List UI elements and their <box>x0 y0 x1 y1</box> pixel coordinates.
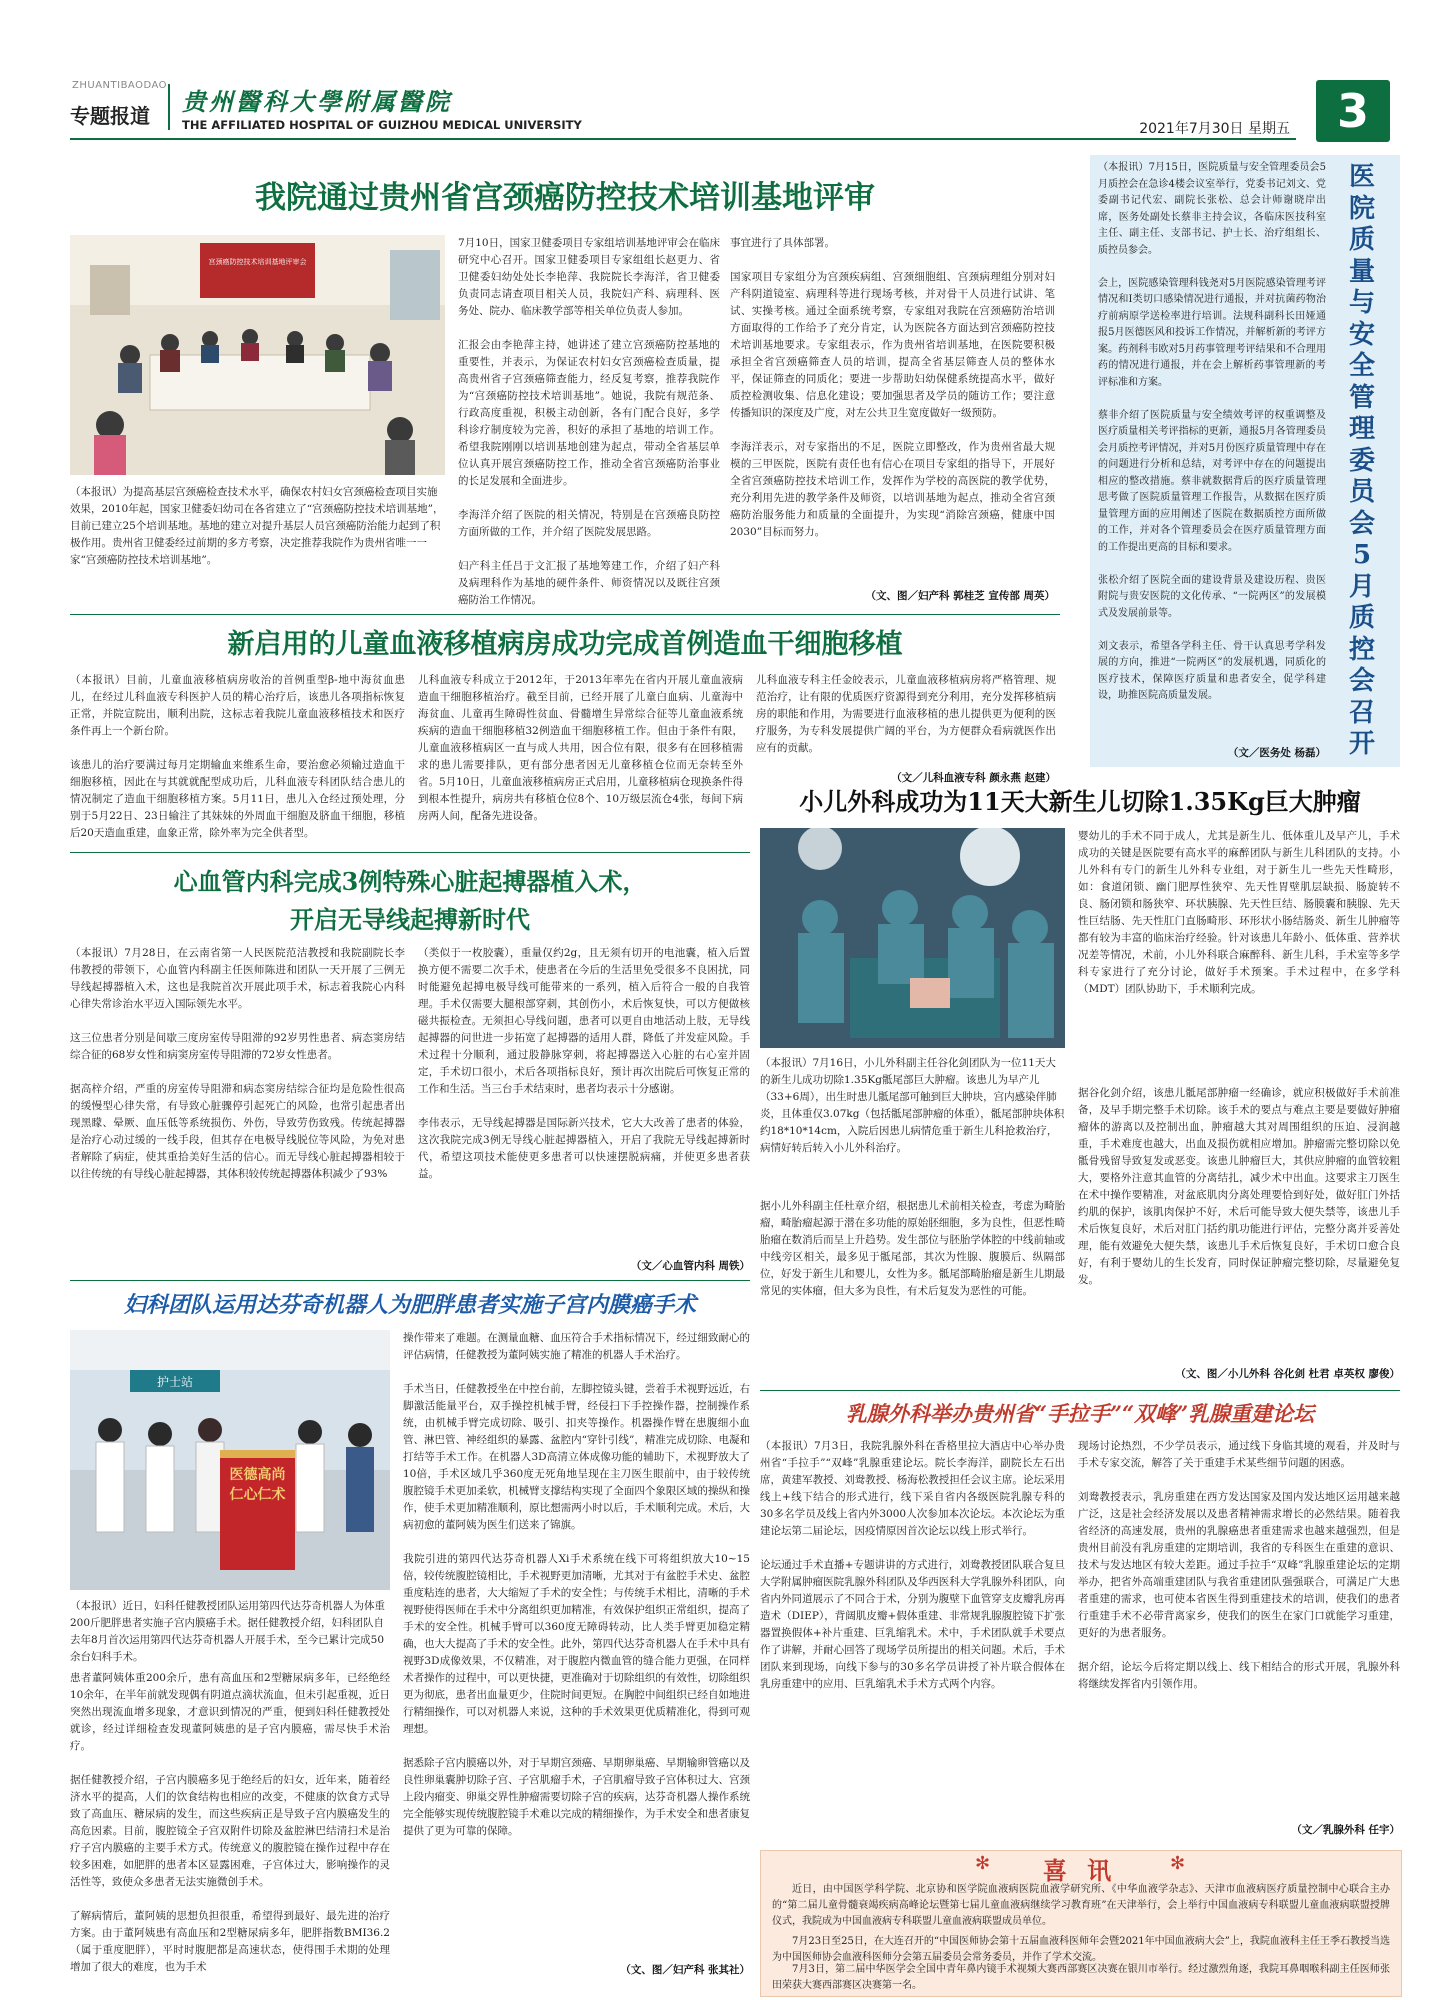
page-number-badge <box>1316 80 1390 142</box>
a8-title-bar <box>770 1853 1390 1885</box>
a7-title-char: 员 <box>1348 477 1375 507</box>
a7-title-char: 理 <box>1348 414 1375 444</box>
a6-title: 乳腺外科举办贵州省“手拉手”“双峰”乳腺重建论坛 <box>845 1401 1315 1426</box>
meeting-room-image <box>70 235 445 475</box>
a7-title-char: 全 <box>1348 351 1375 381</box>
a7-title-char: 院 <box>1348 193 1375 224</box>
a4-photo-team <box>70 1330 390 1590</box>
a6-col1: （本报讯）7月3日，我院乳腺外科在香格里拉大酒店中心举办贵州省“手拉手”“双峰”乳腺重建论坛。院长李海洋，副院长左石出席，黄建军教授、刘鸯教授、杨海松教授担任会议主席。论坛采用线上+线下结合的形式进行，线下采自省内各级医院乳腺专科的30多名学员及线上省内外3000人次参加本次论坛。本次论坛为重建论坛第二届论坛，因疫情原因首次论坛以线上形式举行。 论坛通过手术直播+专题讲讲的方式进行，刘鸯教授团队联合复旦大学附属肿瘤医院乳腺外科团队及华西医科大学乳腺外科团队，向省内外同道展示了不同合于术，分别为腹壁下血管穿支皮瓣乳房再造术（DIEP），背阔肌皮瓣+假体重建、非常规乳腺腹腔镜下扩张器置换假体+补片重建、巨乳缩乳术。术中，手术团队就手术要点作了讲解，并耐心回答了现场学员所提出的相关问题。术后，手术团队来到现场，向线下参与的30多名学员讲授了补片联合假体在乳房重建中的应用、巨乳缩乳术手术方式两个内容。 <box>760 1440 1065 1690</box>
a7-title-char: 会 <box>1348 666 1375 696</box>
a7-title-char: 安 <box>1348 319 1375 350</box>
a5-title: 小儿外科成功为11天大新生儿切除1.35Kg巨大肿瘤 <box>799 787 1361 816</box>
a4-photo-sign: 护士站 <box>156 1375 193 1389</box>
a3-title-line2: 开启无导线起搏新时代 <box>290 905 530 934</box>
a8-title: 喜 讯 <box>1042 1856 1118 1885</box>
a1-photo-meeting <box>70 235 445 475</box>
a7-title-char: 召 <box>1348 697 1375 728</box>
a7-body: （本报讯）7月15日，医院质量与安全管理委员会5月质控会在急诊4楼会议室举行，党委书记刘文、党委副书记代宏、副院长张松、总会计师谢晓岸出席，医务处副处长蔡非主持会议，各临床医技科室主任、副主任、支部书记、护士长、治疗组组长、质控员参会。 会上，医院感染管理科钱尧对5月医院感染管理考评情况和Ⅰ类切口感染情况进行通报，并对抗菌药物治疗前病原学送检率进行培训。法规科副科长田娅通报5月医德医风和投诉工作情况，并解析新的考评方案。药剂科韦欧对5月药事管理考评结果和不合理用药的情况进行通报，并在会上解析药事管理新的考评标准和方案。 蔡非介绍了医院质量与安全绩效考评的权重调整及医疗质量相关考评指标的更新，通报5月各管理委员会月质控考评情况，并对5月份医疗质量管理中存在的问题进行分析和总结，对考评中存在的问题提出相应的整改措施。蔡非就数据背后的医疗质量管理思考做了医院质量管理工作报告，从数据在医疗质量管理方面的应用阐述了医院在数据质控方面所做的工作，并对各个管理委员会在医疗质量管理方面的工作提出更高的目标和要求。 张松介绍了医院全面的建设背景及建设历程、贵医附院与贵安医院的文化传承、“一院两区”的发展模式及发展前景等。 刘文表示，希望各学科主任、骨干认真思考学科发展的方向，推进“一院两区”的发展机遇，同质化的医疗技术，保障医疗质量和患者安全，促学科建设，助推医院高质量发展。 <box>1098 162 1326 701</box>
a7-title-char: 控 <box>1348 634 1375 665</box>
a1-divider <box>70 614 1060 615</box>
a4-banner-text: 医德高尚 仁心仁术 <box>229 1467 286 1503</box>
surgery-image <box>760 828 1065 1048</box>
a1-title: 我院通过贵州省宫颈癌防控技术培训基地评审 <box>255 180 875 216</box>
a7-title-char: 医 <box>1348 162 1375 192</box>
a7-title-char: 管 <box>1348 382 1375 413</box>
a1-photo-sign: 宫颈癌防控技术培训基地评审会 <box>208 258 307 266</box>
a2-col3: 儿科血液专科主任金皎表示，儿童血液移植病房将严格管理、规范治疗，让有限的优质医疗资源得到充分利用，充分发挥移植病房的职能和作用，为需要进行血液移植的患儿提供更为便利的医疗服务，为专科发展提供广阔的平台，为方便群众看病就医作出应有的贡献。 <box>756 674 1056 754</box>
a5-caption: （本报讯）7月16日，小儿外科副主任谷化剑团队为一位11天大的新生儿成功切除1.35Kg骶尾部巨大肿瘤。该患儿为早产儿（33+6周），出生时患儿骶尾部可触到巨大肿块，宫内感染伴肺炎，且体重仅3.07kg（包括骶尾部肿瘤的体重），骶尾部肿块体积约18*10*14cm，入院后因患儿病情危重于新生儿科抢救治疗，病情好转后转入小儿外科治疗。 <box>760 1057 1065 1154</box>
a8-star-right: ✻ <box>1170 1853 1186 1874</box>
a2-byline: （文／儿科血液专科 颜永燕 赵建） <box>891 772 1056 784</box>
a8-p3: 7月3日，第二届中华医学会全国中青年鼻内镜手术视频大赛西部赛区决赛在银川市举行。经过激烈角逐，我院耳鼻咽喉科副主任医师张田荣获大赛西部赛区决赛第一名。 <box>772 1964 1390 1991</box>
a7-title-char: 质 <box>1348 225 1375 255</box>
a5-col-left: 据小儿外科副主任杜章介绍，根据患儿术前相关检查，考虑为畸胎瘤，畸胎瘤起源于潜在多功能的原始胚细胞，多为良性，但恶性畸胎瘤在数消后而呈上升趋势。发生部位与胚胎学体腔的中线前轴或中线旁区相关，最多见于骶尾部，其次为性腺、腹膜后、纵隔部位，好发于新生儿和婴儿，女性为多。骶尾部畸胎瘤是新生儿期最常见的实体瘤，但大多为良性，有术后复发为恶性的可能。 <box>760 1200 1065 1297</box>
a2-title: 新启用的儿童血液移植病房成功完成首例造血干细胞移植 <box>227 629 903 660</box>
a7-title-char: 量 <box>1348 256 1375 287</box>
section-pinyin: ZHUANTIBAODAO <box>72 80 168 91</box>
a8-p2: 7月23日至25日，在大连召开的“中国医师协会第十五届血液科医师年会暨2021年中国血液病大会”上，我院血液科主任王季石教授当选为中国医师协会血液科医师分会第五届委员会常务委员，并作了学术交流。 <box>772 1936 1390 1963</box>
a5-byline: （文、图／小儿外科 谷化剑 杜君 卓英权 廖俊） <box>1175 1368 1400 1380</box>
hospital-name-en: THE AFFILIATED HOSPITAL OF GUIZHOU MEDICAL UNIVERSITY <box>182 118 582 132</box>
a5-col-right-bottom: 据谷化剑介绍，该患儿骶尾部肿瘤一经确诊，就应积极做好手术前准备，及早手期完整手术切除。该手术的要点与难点主要是要做好肿瘤瘤体的游离以及控制出血，肿瘤越大其对周围组织的压迫、浸润越重，手术难度也越大，出血及损伤就相应增加。肿瘤需完整切除以免骶骨残留导致复发或恶变。该患儿肿瘤巨大，其供应肿瘤的血管较粗大，要格外注意其血管的分离结扎，减少术中出血。这要求主刀医生在术中操作要精准，对盆底肌肉分离处理要恰到好处，做好肛门外括约肌的保护，该肌肉保护不好，术后可能导致大便失禁等，该患儿手术后恢复良好，术后对肛门括约肌功能进行评估，完整分离并妥善处理，能有效避免大便失禁，该患儿手术后恢复良好，手术切口愈合良好，有利于婴幼儿的生长发育，同时保证肿瘤完整切除，尽量避免复发。 <box>1078 1087 1400 1286</box>
a7-title-char: 质 <box>1348 603 1375 633</box>
a7-title-char: 与 <box>1348 288 1375 318</box>
a2-divider <box>70 852 750 853</box>
a5-col-right-top: 婴幼儿的手术不同于成人，尤其是新生儿、低体重儿及早产儿，手术成功的关键是医院要有高水平的麻醉团队与新生儿科团队的支持。小儿外科有专门的新生儿外科专业组，对于新生儿一些先天性畸形，如：食道闭锁、幽门肥厚性狭窄、先天性胃壁肌层缺损、肠旋转不良、肠闭锁和肠狭窄、环状胰腺、先天性巨结、肠膜囊和胰腺、先天性巨结肠、先天性肛门直肠畸形、环形状小肠结肠炎、新生儿肿瘤等都有较为丰富的临床治疗经验。针对该患儿年龄小、低体重、营养状况差等情况，术前，小儿外科联合麻醉科、新生儿科，手术室等多学科专家进行了充分讨论，做好手术预案。手术过程中，在多学科（MDT）团队协助下，手术顺利完成。 <box>1078 830 1400 995</box>
a4-caption: （本报讯）近日，妇科任健教授团队运用第四代达芬奇机器人为体重200斤肥胖患者实施子宫内膜癌手术。据任健教授介绍，妇科团队自去年8月首次运用第四代达芬奇机器人开展手术，至今已累计完成50余台妇科手术。 <box>70 1600 385 1663</box>
a4-title: 妇科团队运用达芬奇机器人为肥胖患者实施子宫内膜癌手术 <box>123 1292 696 1318</box>
a4-col1: 患者董阿姨体重200余斤，患有高血压和2型糖尿病多年，已经绝经10余年，在半年前就发现偶有阴道点滴状流血，但未引起重视，近日突然出现流血增多现象，才意识到情况的严重，便到妇科任健教授处就诊，经过详细检查发现董阿姨患的是子宫内膜癌，需尽快手术治疗。 据任健教授介绍，子宫内膜癌多见于绝经后的妇女，近年来，随着经济水平的提高，人们的饮食结构也相应的改变，不健康的饮食方式导致了高血压、糖尿病的发生，而这些疾病正是导致子宫内膜癌发生的高危因素。目前，腹腔镜全子宫双附件切除及盆腔淋巴结清扫术是治疗子宫内膜癌的主要手术方式。传统意义的腹腔镜在操作过程中存在较多困难，如肥胖的患者本区显露困难，子宫体过大，影响操作的灵活性等，致使众多患者无法实施微创手术。 了解病情后，董阿姨的思想负担很重，希望得到最好、最先进的治疗方案。由于董阿姨患有高血压和2型糖尿病多年，肥胖指数BMI36.2（属于重度肥胖），平时时腹肥都是高速状态，使得围手术期的处理增加了很大的难度，也为手术 <box>70 1672 390 1973</box>
a2-col2: 儿科血液专科成立于2012年，于2013年率先在省内开展儿童血液病造血干细胞移植治疗。截至目前，已经开展了儿童白血病、儿童海中海贫血、儿童再生障碍性贫血、骨髓增生异常综合征等儿童血液系统疾病的造血干细胞移植32例造血干细胞移植工作。但由于条件有限，儿童血液移植病区一直与成人共用，因合位有限，很多有在回移植需求的患儿需要排队，更有部分患者因无儿童移植仓位而无奈转至外省。5月10日，儿童血液移植病房正式启用，儿童移植病仓现换条件得到根本性提升，病房共有移植仓位8个、10万级层流仓4张，每间下病房两人间，配备先进设备。 <box>418 674 743 822</box>
a8-star-left: ✻ <box>975 1853 991 1874</box>
a1-caption: （本报讯）为提高基层宫颈癌检查技术水平，确保农村妇女宫颈癌检查项目实施效果，2010年起，国家卫健委妇幼司在各省建立了“宫颈癌防控技术培训基地”，目前已建立25个培训基地。基地的建立对提升基层人员宫颈癌防治能力起到了积极作用。贵州省卫健委经过前期的多方考察，决定推荐我院作为贵州省唯一一家“宫颈癌防控技术培训基地”。 <box>70 486 444 566</box>
a6-col2: 现场讨论热烈，不少学员表示，通过线下身临其境的观看，并及时与手术专家交流，解答了关于重建手术某些细节问题的困惑。 刘鸯教授表示，乳房重建在西方发达国家及国内发达地区运用越来越广泛，这是社会经济发展以及患者精神需求增长的必然结果。随着我省经济的高速发展，贵州的乳腺癌患者重建需求也越来越强烈，但是贵州目前没有乳房重建的定期培训，我省的专科医生在重建的意识、技术与发达地区有较大差距。通过手拉手“双峰”乳腺重建论坛的定期举办，把省外高端重建团队与我省重建团队强强联合，可满足广大患者重建的需求，也可使本省医生得到重建技术的培训，使我们的患者行重建手术不必带背离家乡，使我们的医生在家门口就能学习重建，更好的为患者服务。 据介绍，论坛今后将定期以线上、线下相结合的形式开展，乳腺外科将继续发挥省内引领作用。 <box>1078 1440 1400 1690</box>
a7-byline: （文／医务处 杨磊） <box>1227 747 1326 759</box>
hospital-name-cn: 贵州醫科大學附属醫院 <box>182 87 452 116</box>
a3-title-line1: 心血管内科完成3例特殊心脏起搏器植入术， <box>173 867 647 896</box>
a1-col3: 事宜进行了具体部署。 国家项目专家组分为宫颈疾病组、宫颈细胞组、宫颈病理组分别对妇产科阴道镜室、病理科等进行现场考核，并对骨干人员进行试讲、笔试、实操考核。通过全面系统考察，专家组对我院在宫颈癌防治培训方面取得的工作给予了充分肯定，认为医院各方面达到宫颈癌防控技术培训基地要求。专家组表示，作为贵州省培训基地，在医院要积极承担全省宫颈癌筛查人员的培训，提高全省基层筛查人员的整体水平，保证筛查的同质化；要进一步帮助妇幼保健系统提高水平，做好质控检测收集、信息化建设；要加强思者及学员的随访工作；要注意传播知识的深度及广度，对左公共卫生宽度做好一级预防。 李海洋表示，对专家指出的不足，医院立即整改，作为贵州省最大规模的三甲医院，医院有责任也有信心在项目专家组的指导下，开展好全省宫颈癌防控技术培训工作，发挥作为学校的高医院的教学优势，充分利用先进的教学条件及师资，以培训基地为起点，推动全省宫颈癌防治服务能力和质量的全面提升，为实现“消除宫颈癌，健康中国2030”目标而努力。 <box>730 237 1055 538</box>
a5-photo-surgery <box>760 828 1065 1048</box>
a3-col2: （类似于一枚胶囊），重量仅约2g，且无须有切开的电池囊，植入后置换方便不需要二次手术，使患者在今后的生活里免受很多不良困扰，同时能避免起搏电极导线可能带来的一系列，植入后符合一般的自我管理。手术仅需要大腿根部穿刺，其创伤小，术后恢复快，可以方便做核磁共振检查。无须担心导线问题，患者可以更自由地活动上肢，无导线起搏器的问世进一步拓宽了起搏器的适用人群，降低了并发症风险。手术过程十分顺利，通过股静脉穿刺，将起搏器送入心脏的右心室并固定，手术切口很小，术后各项指标良好，预计再次出院后可恢复正常的工作和生活。当三台手术结束时，患者均表示十分感谢。 李伟表示，无导线起搏器是国际新兴技术，它大大改善了患者的体验，这次我院完成3例无导线心脏起搏器植入，开启了我院无导线起搏新时代，希望这项技术能使更多患者可以快速摆脱病痛，并使更多患者获益。 <box>418 947 750 1180</box>
a7-title-char: 委 <box>1348 445 1375 476</box>
masthead-divider <box>168 84 170 130</box>
a5-divider <box>760 1390 1400 1391</box>
a3-byline: （文／心血管内科 周铁） <box>630 1260 750 1272</box>
a3-divider <box>70 1280 750 1281</box>
a7-vertical-title <box>1332 162 1392 762</box>
a7-title-char: 月 <box>1348 571 1375 602</box>
masthead <box>70 80 1390 150</box>
a8-p1: 近日，由中国医学科学院、北京协和医学院血液病医院血液学研究所、《中华血液学杂志》、天津市血液病医疗质量控制中心联合主办的“第二届儿童骨髓衰竭疾病高峰论坛暨第七届儿童血液病继续学习教育班”在天津举行，会上举行中国血液病专科联盟儿童血液病联盟授牌仪式，我院成为中国血液病专科联盟儿童血液病联盟成员单位。 <box>772 1884 1390 1927</box>
issue-date: 2021年7月30日 星期五 <box>1139 121 1290 137</box>
a7-title-char: 5 <box>1352 540 1372 570</box>
a4-col2: 操作带来了难题。在测量血糖、血压符合手术指标情况下，经过细致耐心的评估病情，任健教授为董阿姨实施了精准的机器人手术治疗。 手术当日，任健教授坐在中控台前，左脚控镜头键，尝着手术视野远近，右脚激活能量平台，双手操控机械手臂，经侵扫下手控操作器，控制操作系统，由机械手臂完成切除、吸引、扣夹等操作。机器操作臂在患腹细小血管、淋巴管、神经组织的暴露、盆腔内“穿针引线”，精准完成切除、电凝和打结等手术工作。在机器人3D高清立体成像功能的辅助下，术视野放大了10倍，手术区域几乎360度无死角地呈现在主刀医生眼前中，由于较传统腹腔镜手术更加柔软，机械臂支撑结构实现了全面四个象限区域的操纵和操作，使手术更加精准顺利，原比想需两小时以后，手术顺利完成。术后，大病初愈的董阿姨为医生们送来了锦旗。 我院引进的第四代达芬奇机器人Xi手术系统在线下可将组织放大10~15倍，较传统腹腔镜相比，手术视野更加清晰，尤其对于有盆腔手术史、盆腔重度粘连的患者，大大缩短了手术的安全性；与传统手术相比，清晰的手术视野使得医师在手术中分离组织更加精准，有效保护组织正常组织，提高了手术的安全性。机械手臂可以360度无障碍转动，比人类手臂更加稳定精确，也大大提高了手术的安全性。此外，第四代达芬奇机器人在手术中具有视野3D成像效果，不仅精准，对于腹腔内微血管的缝合能力更强，在同样术者操作的过程中，可以更快捷，更准确对于切除组织的有效性，切除组织更为彻底，患者出血量更少，住院时间更短。在胸腔中间组织已经自如地进行精细操作，可以对机器人来说，这种的手术效果更优质精准化，得到可观理想。 据悉除子宫内膜癌以外，对于早期宫颈癌、早期卵巢癌、早期输卵管癌以及良性卵巢囊肿切除子宫、子宫肌瘤手术，子宫肌瘤导致子宫体积过大、宫颈上段内瘤变、卵巢交界性肿瘤需要切除子宫的疾病，达芬奇机器人操作系统完全能够实现传统腹腔镜手术难以完成的精细操作，为手术安全和患者康复提供了更为可靠的保障。 <box>403 1332 750 1837</box>
medical-team-image <box>70 1330 390 1590</box>
a1-byline: （文、图／妇产科 郭桂芝 宣传部 周英） <box>865 590 1055 602</box>
page-number: 3 <box>1336 84 1369 138</box>
a2-col1: （本报讯）目前，儿童血液移植病房收治的首例重型β-地中海贫血患儿，在经过儿科血液专科医护人员的精心治疗后，该患儿各项指标恢复正常，并院宣院出，顺利出院，这标志着我院儿童血液移植技术和医疗条件再上一个新台阶。 该患儿的治疗要满过每月定期输血来维系生命，要治愈必须输过造血干细胞移植，因此在与其就就配型成功后，儿科血液专科团队结合患儿的情况制定了造血干细胞移植方案。5月11日，患儿入仓经过预处理，分别于5月22日、23日输注了其妹妹的外周血干细胞及脐血干细胞，移植后20天造血重建，血象正常，除外率为完全供者型。 <box>70 674 405 839</box>
masthead-rule <box>70 138 1296 140</box>
a7-title-stack <box>1332 162 1392 761</box>
a4-byline: （文、图／妇产科 张其社） <box>620 1964 750 1976</box>
section-title: 专题报道 <box>70 104 150 128</box>
a6-byline: （文／乳腺外科 任宇） <box>1291 1824 1400 1836</box>
a7-title-char: 开 <box>1348 729 1375 759</box>
a7-title-char: 会 <box>1348 508 1375 539</box>
a1-col2: 7月10日，国家卫健委项目专家组培训基地评审会在临床研究中心召开。国家卫健委项目专家组组长赵更力、省卫健委妇幼处处长李艳萍、我院院长李海洋，省卫健委负责同志请查项目相关人员，我院妇产科、病理科、医务处、院办、临床教学部等相关单位负责人参加。 汇报会由李艳萍主持，她讲述了建立宫颈癌防控基地的重要性，并表示，为保证农村妇女宫颈癌检查质量，提高贵州省子宫颈癌筛查能力，经反复考察，推荐我院作为“宫颈癌防控技术培训基地”。她说，我院有规范条、行政高度重视，积极主动创新，各有门配合良好，多学科诊疗制度较为完善，积好的承担了基地的培训工作。希望我院刚刚以培训基地创建为起点，带动全省基层单位认真开展宫颈癌防控工作，推动全省宫颈癌防治事业的长足发展和全面进步。 李海洋介绍了医院的相关情况，特别是在宫颈癌良防控方面所做的工作，并介绍了医院发展思路。 妇产科主任吕于文汇报了基地筹建工作，介绍了妇产科及病理科作为基地的硬件条件、师资情况以及既往宫颈癌防治工作情况。 <box>458 237 720 606</box>
a3-col1: （本报讯）7月28日，在云南省第一人民医院范洁教授和我院副院长李伟教授的带领下，心血管内科副主任医师陈进和团队一天开展了三例无导线起搏器植入术，这也是我院首次开展此项手术，标志着我院心内科心律失常诊治水平迈入国际领先水平。 这三位患者分别是间歇三度房室传导阻滞的92岁男性患者、病态窦房结综合征的68岁女性和病窦房室传导阻滞的72岁女性患者。 据高梓介绍，严重的房室传导阻滞和病态窦房结综合征均是危险性很高的缓慢型心律失常，有导致心脏骤停引起死亡的风险，也常引起患者出现黑矇、晕厥、血压低等系统损伤、外伤，导致劳伤致残。传统起搏器是治疗心动过缓的一线手段，但其存在电极导线脱位等风险，为免对患者解除了病症，使其重拾美好生活的信心。而无导线心脏起搏器相较于以往传统的有导线心脏起搏器，其体积较传统起搏器体积减少了93% <box>70 947 405 1180</box>
